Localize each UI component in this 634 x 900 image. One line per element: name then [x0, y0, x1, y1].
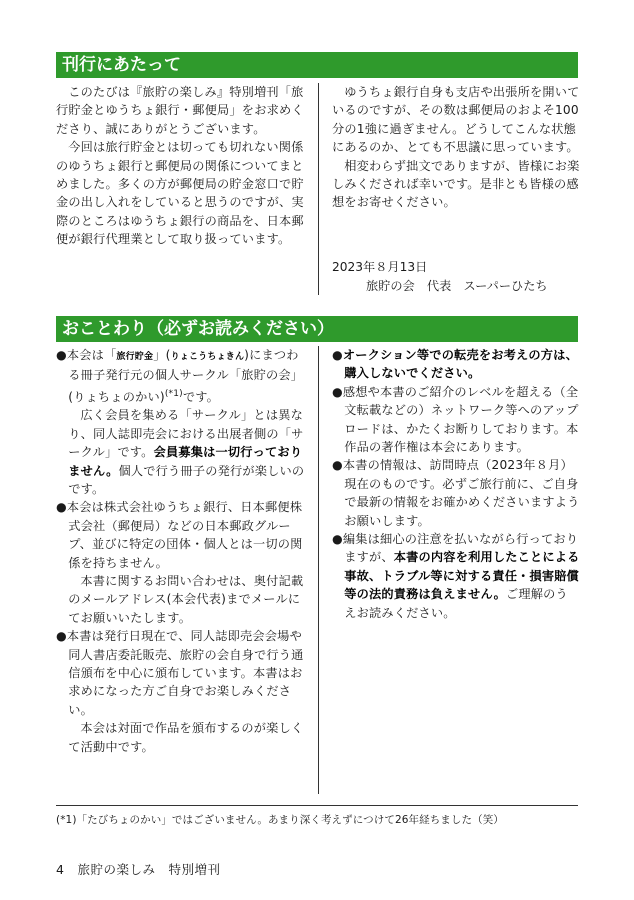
- footnote-mark: (*1): [164, 388, 183, 399]
- disclaimer-item: ●本会は「旅行貯金」(りょこうちょきん)にまつわる冊子発行元の個人サークル「旅貯の会」(りょちょのかい)$^{(*1)}$です。 広く会員を集める「サークル」とは異なり、同人誌即売会における出展者側の「サークル」です。会員募集は一切行っておりません。個人で行う冊子の発行が楽しいのです。: [56, 348, 305, 496]
- section-title: 刊行にあたって: [62, 55, 181, 75]
- section-header-preface: [56, 52, 578, 78]
- disclaimer-item: ●感想や本書のご紹介のレベルを超える（全文転載などの）ネットワーク等へのアップロードは、かたくお断りしております。本作品の著作権は本会にあります。: [332, 384, 579, 455]
- preface-right-column: [332, 83, 580, 212]
- paragraph: ゆうちょ銀行自身も支店や出張所を開いているのですが、その数は郵便局のおよそ100分の1強に過ぎません。どうしてこんな状態にあるのか、とても不思議に思っています。: [332, 85, 580, 155]
- preface-left-column: [56, 83, 308, 249]
- preface-signature: 旅貯の会 代表 スーパーひたち: [366, 279, 548, 293]
- column-divider: [318, 346, 319, 794]
- column-divider: [318, 83, 319, 295]
- disclaimer-item: ●本会は株式会社ゆうちょ銀行、日本郵便株式会社（郵便局）などの日本郵政グループ、並びに特定の団体・個人とは一切の関係を持ちません。 本書に関するお問い合わせは、奥付記載のメールアドレス(本会代表)までメールにてお願いいたします。: [56, 500, 304, 625]
- disclaimer-item: ●編集は細心の注意を払いながら行っておりますが、本書の内容を利用したことによる事故、トラブル等に対する責任・損害賠償等の法的責務は負えません。ご理解のうえお読みください。: [332, 532, 580, 620]
- preface-date: 2023年８月13日: [332, 260, 428, 274]
- disclaimer-item: ●本書の情報は、訪問時点（2023年８月）現在のものです。必ずご旅行前に、ご自身で最新の情報をお確かめくださいますようお願いします。: [332, 458, 580, 528]
- section-header-disclaimer: [56, 316, 578, 342]
- disclaimer-item: ●本書は発行日現在で、同人誌即売会会場や同人書店委託販売、旅貯の会自身で行う通信頒布を中心に頒布しています。本書はお求めになった方ご自身でお楽しみください。 本会は対面で作品を頒布するのが楽しくて活動中です。: [56, 629, 304, 754]
- paragraph: このたびは『旅貯の楽しみ』特別増刊「旅行貯金とゆうちょ銀行・郵便局」をお求めくださり、誠にありがとうございます。: [56, 85, 304, 136]
- disclaimer-left-column: [56, 346, 308, 756]
- disclaimer-item: ●オークション等での転売をお考えの方は、購入しないでください。: [332, 348, 578, 381]
- disclaimer-right-column: [332, 346, 580, 622]
- section-title: おことわり（必ずお読みください）: [62, 319, 334, 339]
- paragraph: 今回は旅行貯金とは切っても切れない関係のゆうちょ銀行と郵便局の関係についてまとめました。多くの方が郵便局の貯金窓口で貯金の出し入れをしていると思うのですが、実際のところはゆうちょ銀行の商品を、日本郵便が銀行代理業として取り扱っています。: [56, 140, 304, 247]
- paragraph: 相変わらず拙文でありますが、皆様にお楽しみくだされば幸いです。是非とも皆様の感想をお寄せください。: [332, 158, 580, 210]
- footnote-divider: [56, 805, 578, 806]
- page-footer: 4 旅貯の楽しみ 特別増刊: [56, 862, 221, 877]
- footnote: (*1)「たびちょのかい」ではございません。あまり深く考えずにつけて26年経ちました（笑）: [56, 814, 504, 826]
